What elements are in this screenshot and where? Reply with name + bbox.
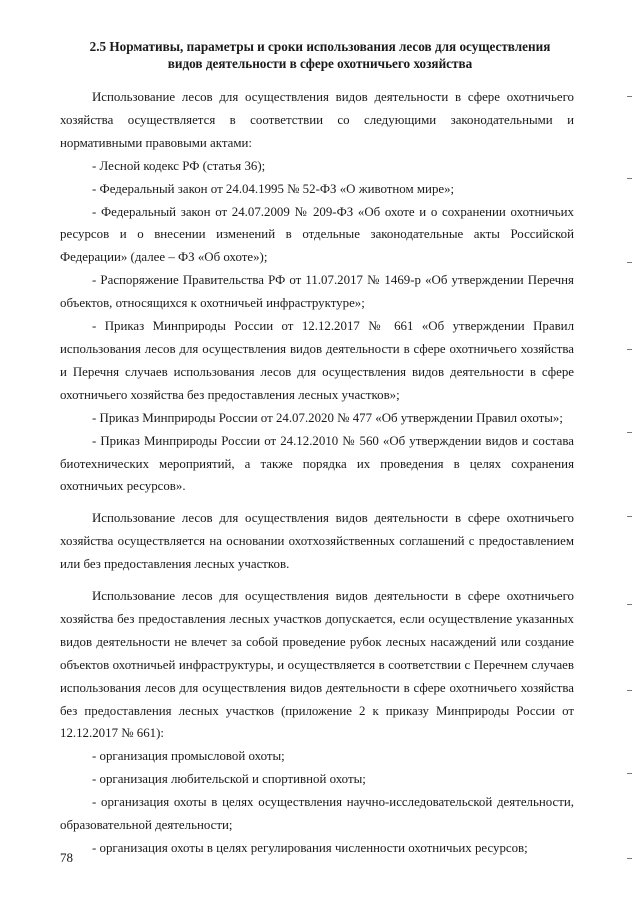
scan-mark — [627, 516, 632, 517]
scan-mark — [627, 604, 632, 605]
scan-mark — [627, 773, 632, 774]
list-item: - организация охоты в целях осуществления научно-исследовательской деятельности, образовательной деятельности; — [60, 795, 574, 833]
list-item: - Приказ Минприроды России от 12.12.2017 № 661 «Об утверждении Правил использования лесов для осуществления видов деятельности в сфере охотничьего хозяйства и Перечня случаев использования лесов для осуществления видов деятельности в сфере охотничьего хозяйства без предоставления лесных участков»; — [60, 319, 574, 402]
list-item: - Приказ Минприроды России от 24.07.2020 № 477 «Об утверждении Правил охоты»; — [92, 410, 563, 425]
scan-mark — [627, 432, 632, 433]
body-text — [60, 86, 574, 860]
list-item: - Приказ Минприроды России от 24.12.2010 № 560 «Об утверждении видов и состава биотехнических мероприятий, а также порядка их проведения в целях сохранения охотничьих ресурсов». — [60, 433, 574, 494]
paragraph-intro: Использование лесов для осуществления видов деятельности в сфере охотничьего хозяйства осуществляется в соответствии со следующими законодательными и нормативными правовыми актами: — [60, 90, 574, 150]
paragraph-without-plots: Использование лесов для осуществления видов деятельности в сфере охотничьего хозяйства без предоставления лесных участков допускается, если осуществление указанных видов деятельности не влечет за собой проведение рубок лесных насаждений или создание объектов охотничьей инфраструктуры, и осуществляется в соответствии с Перечнем случаев использования лесов для осуществления видов деятельности в сфере охотничьего хозяйства без предоставления лесных участков (приложение 2 к приказу Минприроды России от 12.12.2017 № 661): — [60, 589, 574, 741]
scan-mark — [627, 178, 632, 179]
list-item: - Федеральный закон от 24.07.2009 № 209-ФЗ «Об охоте и о сохранении охотничьих ресурсов и о внесении изменений в отдельные законодательные акты Российской Федерации» (далее – ФЗ «Об охоте»); — [60, 204, 574, 265]
section-heading-line-1: 2.5 Нормативы, параметры и сроки использования лесов для осуществления — [89, 39, 551, 54]
list-item: - Лесной кодекс РФ (статья 36); — [92, 158, 266, 173]
scan-mark — [627, 96, 632, 97]
scan-mark — [627, 349, 632, 350]
scan-mark — [627, 690, 632, 691]
paragraph-agreements: Использование лесов для осуществления видов деятельности в сфере охотничьего хозяйства осуществляется на основании охотхозяйственных соглашений с предоставлением или без предоставления лесных участков. — [60, 511, 574, 572]
list-item: - организация промысловой охоты; — [92, 749, 285, 764]
page-number: 78 — [60, 850, 73, 865]
section-heading — [60, 38, 580, 72]
section-heading-line-2: видов деятельности в сфере охотничьего хозяйства — [167, 56, 473, 71]
list-item: - Федеральный закон от 24.04.1995 № 52-ФЗ «О животном мире»; — [92, 181, 455, 196]
scan-mark — [627, 858, 632, 859]
list-item: - организация охоты в целях регулирования численности охотничьих ресурсов; — [92, 841, 528, 855]
list-item: - организация любительской и спортивной охоты; — [92, 772, 366, 787]
scan-mark — [627, 262, 632, 263]
list-item: - Распоряжение Правительства РФ от 11.07.2017 № 1469-р «Об утверждении Перечня объектов, относящихся к охотничьей инфраструктуре»; — [60, 273, 574, 311]
